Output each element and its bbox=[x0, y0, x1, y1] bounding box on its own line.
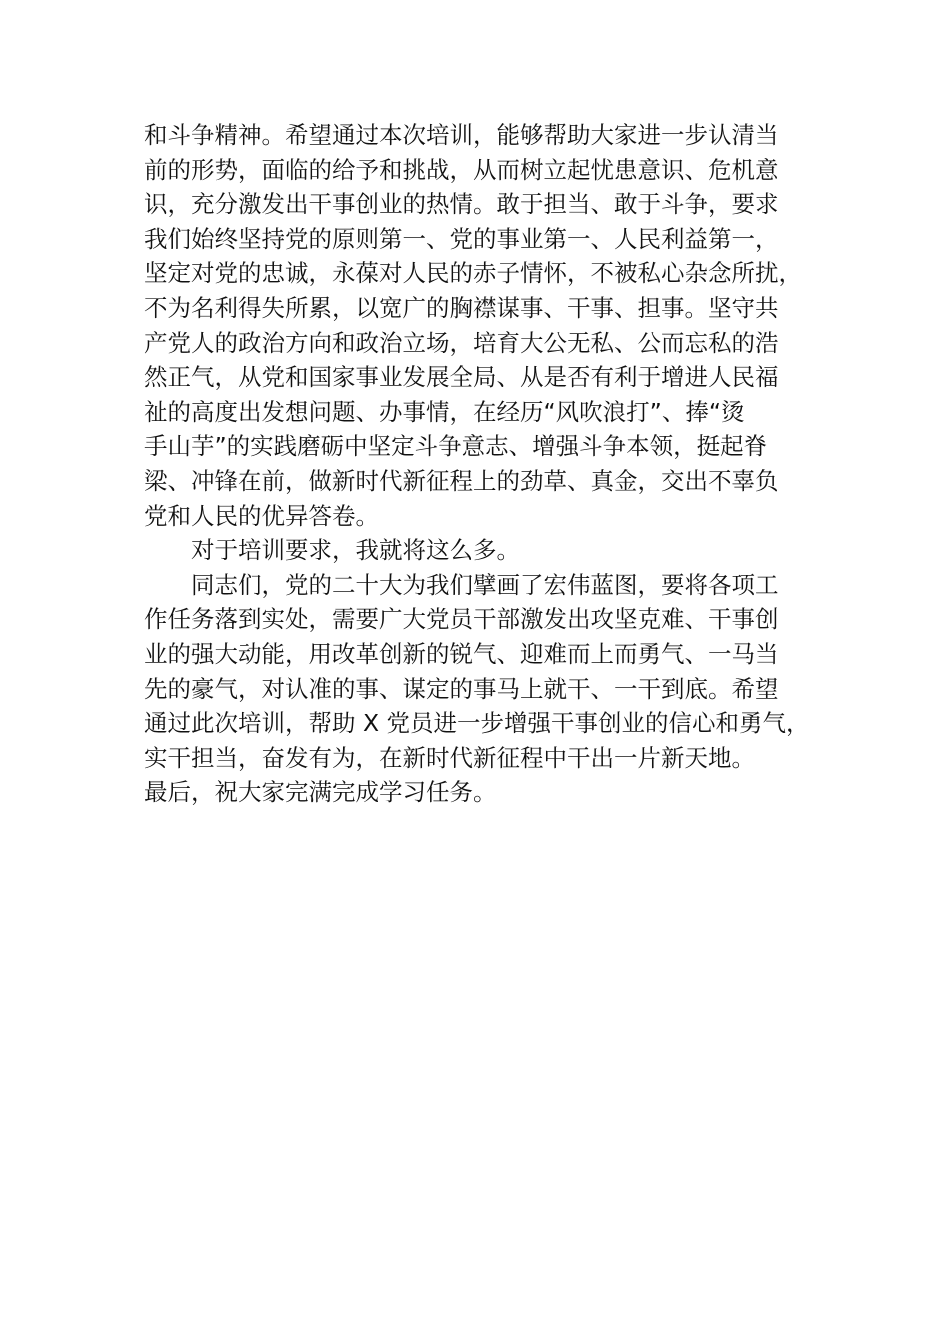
text-line: 先的豪气，对认准的事、谋定的事马上就干、一干到底。希望 bbox=[144, 674, 779, 703]
text-line: 前的形势，面临的给予和挑战，从而树立起忧患意识、危机意 bbox=[144, 155, 779, 184]
text-line: 作任务落到实处，需要广大党员干部激发出攻坚克难、干事创 bbox=[144, 605, 779, 634]
text-line: 党和人民的优异答卷。 bbox=[144, 501, 379, 530]
text-line: 我们始终坚持党的原则第一、党的事业第一、人民利益第一， bbox=[144, 224, 779, 253]
text-line: 产党人的政治方向和政治立场，培育大公无私、公而忘私的浩 bbox=[144, 328, 779, 357]
closing-paragraph bbox=[144, 775, 834, 810]
text-line: 祉的高度出发想问题、办事情，在经历“风吹浪打”、捧“烫 bbox=[144, 397, 745, 426]
text-line: 业的强大动能，用改革创新的锐气、迎难而上而勇气、一马当 bbox=[144, 639, 779, 668]
text-line: 梁、冲锋在前，做新时代新征程上的劲草、真金，交出不辜负 bbox=[144, 466, 779, 495]
text-line: 通过此次培训，帮助 X 党员进一步增强干事创业的信心和勇气， bbox=[144, 709, 810, 738]
document-body bbox=[144, 118, 834, 810]
text-line: 然正气，从党和国家事业发展全局、从是否有利于增进人民福 bbox=[144, 363, 779, 392]
paragraph-2 bbox=[144, 533, 834, 568]
closing-line: 最后，祝大家完满完成学习任务。 bbox=[144, 778, 497, 807]
text-line: 手山芋”的实践磨砺中坚定斗争意志、增强斗争本领，挺起脊 bbox=[144, 432, 768, 461]
text-line: 对于培训要求，我就将这么多。 bbox=[191, 536, 520, 565]
paragraph-1 bbox=[144, 118, 834, 533]
paragraph-3 bbox=[144, 568, 834, 776]
text-line: 识，充分激发出干事创业的热情。敢于担当、敢于斗争，要求 bbox=[144, 190, 779, 219]
text-line: 不为名利得失所累，以宽广的胸襟谋事、干事、担事。坚守共 bbox=[144, 293, 779, 322]
text-line: 实干担当，奋发有为，在新时代新征程中干出一片新天地。 bbox=[144, 743, 755, 772]
text-line: 坚定对党的忠诚，永葆对人民的赤子情怀，不被私心杂念所扰， bbox=[144, 259, 802, 288]
text-line: 和斗争精神。希望通过本次培训，能够帮助大家进一步认清当 bbox=[144, 121, 779, 149]
text-line: 同志们，党的二十大为我们擘画了宏伟蓝图，要将各项工 bbox=[191, 570, 779, 599]
